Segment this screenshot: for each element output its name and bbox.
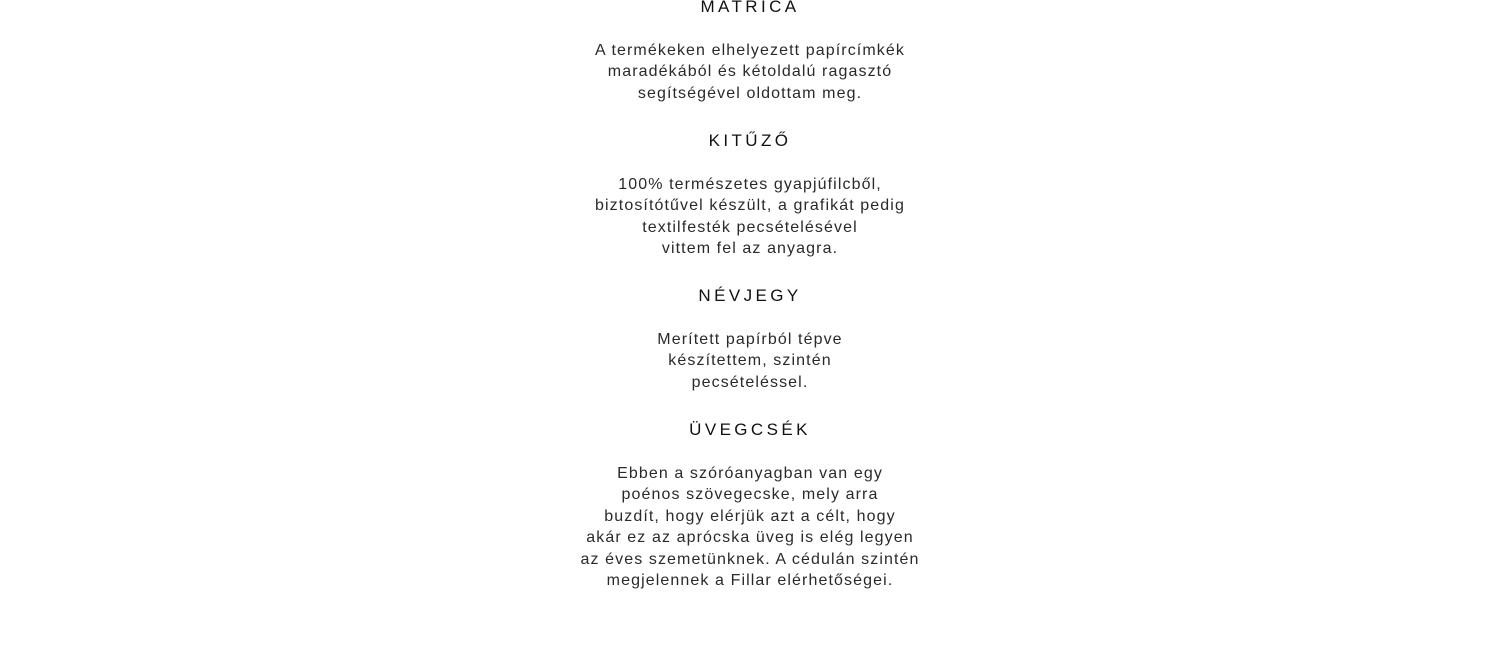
- body-line: pecsételéssel.: [691, 373, 809, 391]
- section-title-nevjegy: NÉVJEGY: [698, 286, 802, 305]
- body-line: vittem fel az anyagra.: [661, 240, 839, 258]
- section-title-matrica: MATRICA: [700, 0, 800, 16]
- body-line: segítségével oldottam meg.: [637, 84, 863, 102]
- body-line: biztosítótűvel készült, a grafikát pedig: [595, 197, 905, 215]
- section-body-matrica: [0, 40, 1500, 104]
- body-line: textilfesték pecsételésével: [642, 218, 858, 236]
- section-title-kituzo: KITŰZŐ: [708, 131, 792, 150]
- section-body-kituzo: [0, 174, 1500, 260]
- body-line: akár ez az aprócska üveg is elég legyen: [586, 529, 914, 547]
- body-line: poénos szövegecske, mely arra: [621, 486, 879, 504]
- body-line: A termékeken elhelyezett papírcímkék: [595, 42, 905, 59]
- body-line: készítettem, szintén: [668, 352, 832, 370]
- body-line: megjelennek a Fillar elérhetőségei.: [606, 572, 894, 590]
- body-line: maradékából és kétoldalú ragasztó: [607, 63, 893, 81]
- body-line: Ebben a szóróanyagban van egy: [617, 465, 883, 482]
- section-body-uvegcsek: [0, 463, 1500, 591]
- body-line: buzdít, hogy elérjük azt a célt, hogy: [604, 507, 896, 525]
- section-title-uvegcsek: ÜVEGCSÉK: [689, 420, 811, 439]
- body-line: az éves szemetünknek. A cédulán szintén: [580, 550, 920, 568]
- body-line: Merített papírból tépve: [657, 331, 843, 348]
- body-line: 100% természetes gyapjúfilcből,: [618, 176, 882, 193]
- section-body-nevjegy: [0, 329, 1500, 393]
